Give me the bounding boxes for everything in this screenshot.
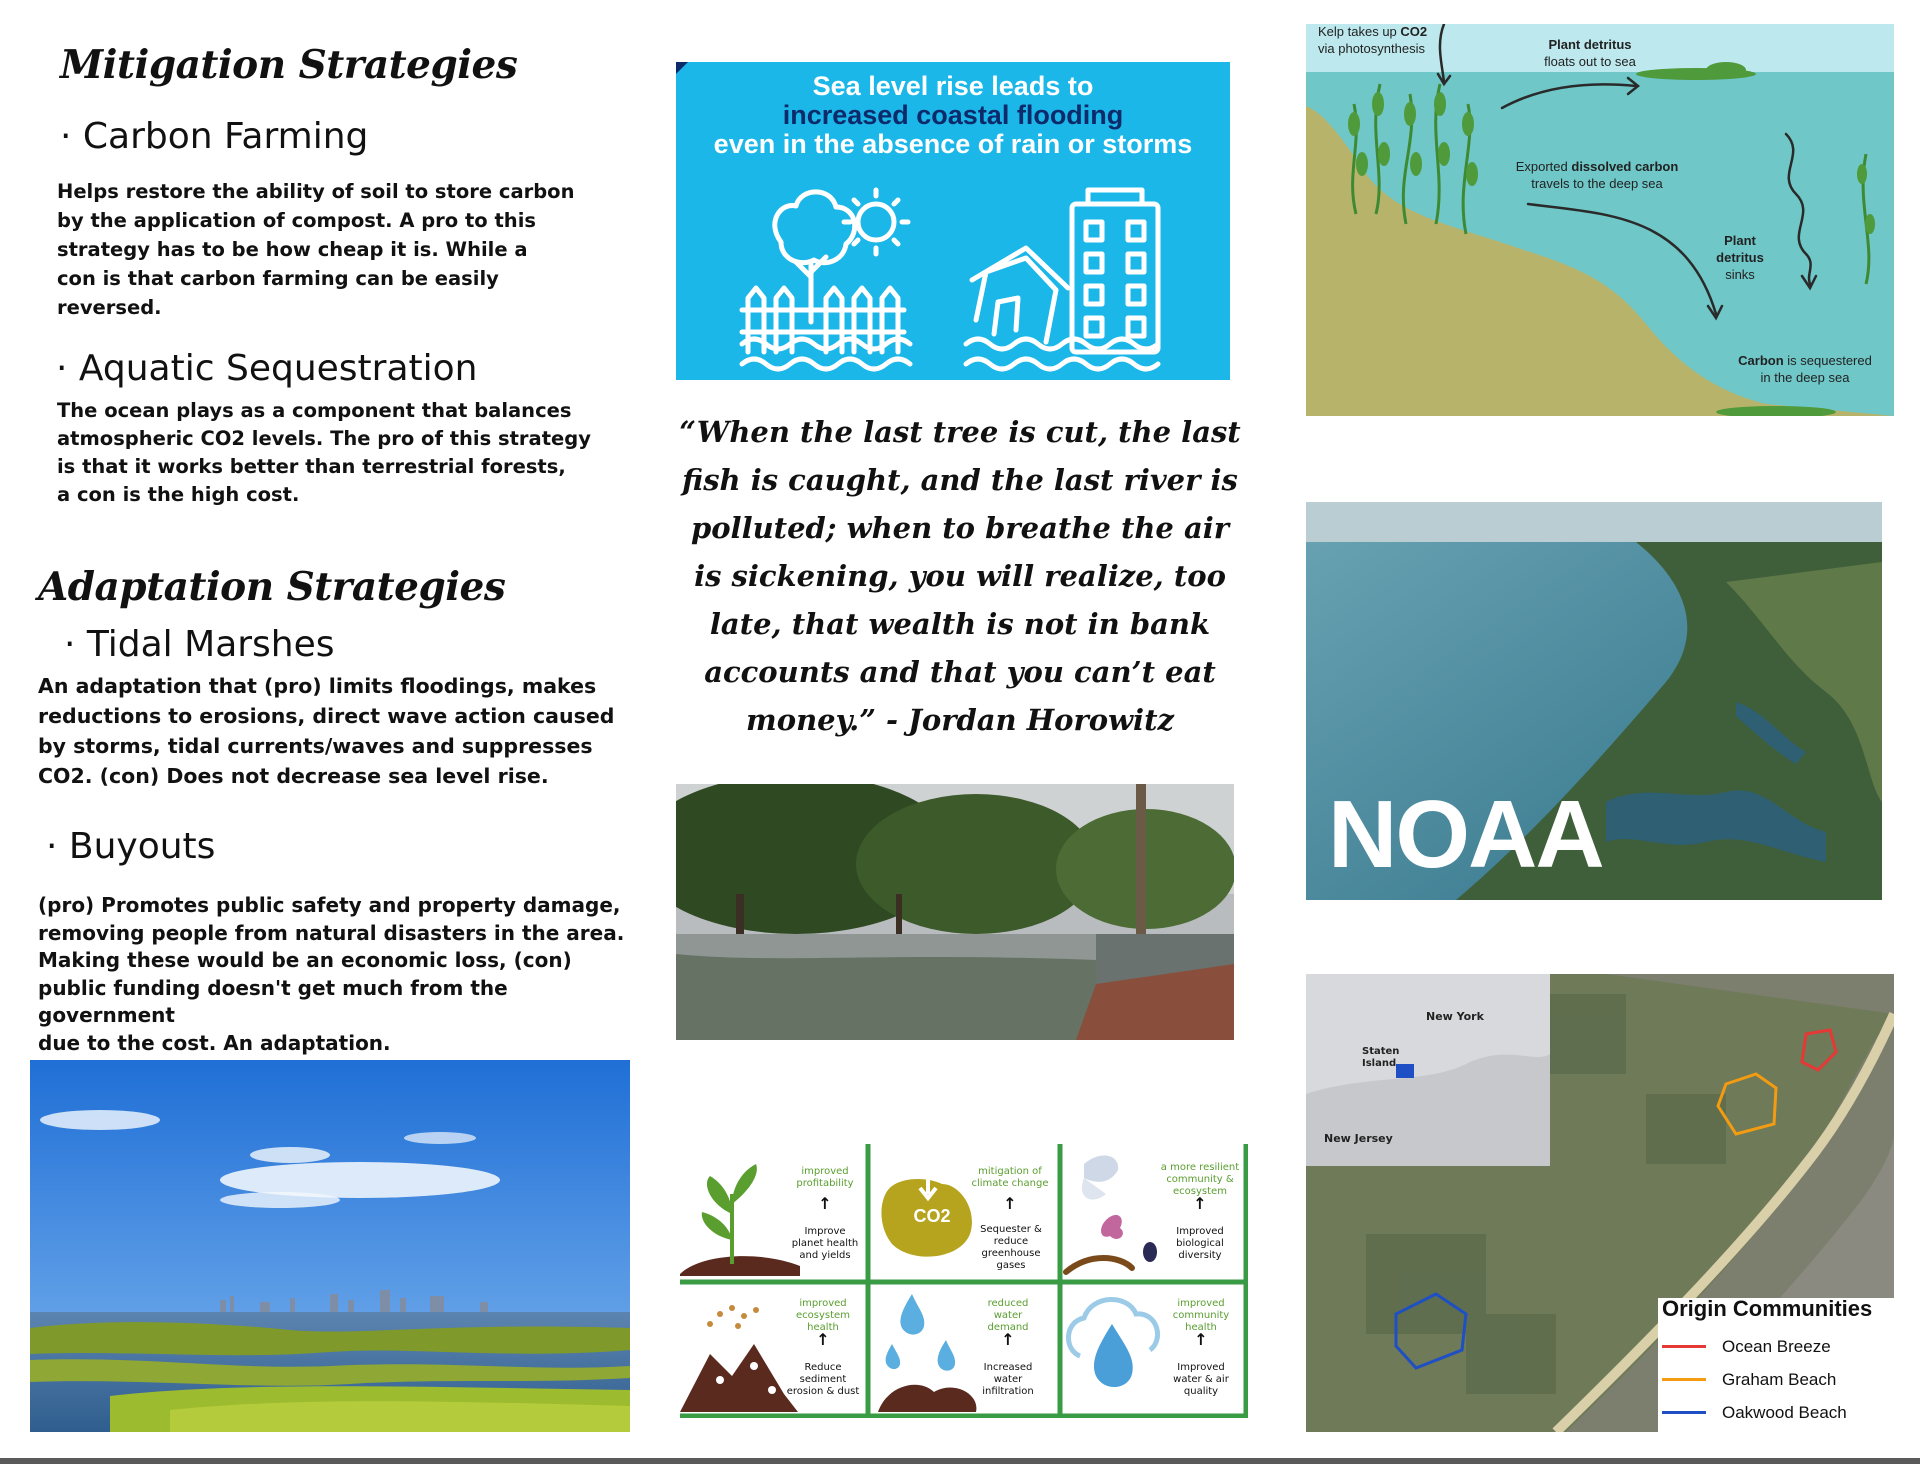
legend-label: Ocean Breeze [1722, 1336, 1831, 1356]
text-line: is that it works better than terrestrial forests, [57, 455, 566, 478]
text-line: An adaptation that (pro) limits floodings, makes [38, 674, 597, 698]
via-photosynthesis: via photosynthesis [1318, 41, 1425, 56]
legend-title: Origin Communities [1662, 1296, 1873, 1321]
detritus-float-label [1500, 36, 1680, 70]
banner-line-3: even in the absence of rain or storms [713, 129, 1193, 159]
text-line: atmospheric CO2 levels. The pro of this strategy [57, 427, 591, 450]
text-line: a con is the high cost. [57, 483, 300, 506]
buyouts-heading: · Buyouts [46, 826, 216, 867]
quote-block [670, 408, 1250, 744]
text-line: by the application of compost. A pro to this [57, 209, 536, 232]
staten-island-label [1362, 1046, 1399, 1070]
benefit-top-3: a more resilient community & ecosystem [1160, 1162, 1240, 1197]
banner-line-1: Sea level rise leads to [812, 71, 1094, 101]
sediment-icon [680, 1305, 798, 1412]
legend-item-ocean-breeze [1662, 1330, 1892, 1363]
marsh-photo [30, 1060, 630, 1432]
text-line: removing people from natural disasters in the area. [38, 920, 625, 945]
detritus-title: Plant detritus [1548, 37, 1632, 52]
detritus-sub: floats out to sea [1544, 54, 1636, 69]
co2-label: CO2 [1400, 24, 1428, 39]
text-line: by storms, tidal currents/waves and suppresses [38, 734, 593, 758]
text-line: Helps restore the ability of soil to store carbon [57, 180, 575, 203]
carbon-farming-text [57, 177, 574, 322]
adaptation-section [0, 560, 640, 1055]
kelp-diagram [1306, 24, 1894, 416]
benefit-arrow-6: ↑ [1194, 1330, 1208, 1349]
carbon-c: in the deep sea [1760, 370, 1850, 385]
flooded-street-image [676, 784, 1234, 1040]
legend-swatch [1662, 1411, 1706, 1414]
marsh-photo-image [30, 1060, 630, 1432]
text-line: reductions to erosions, direct wave action caused [38, 704, 615, 728]
benefit-arrow-1: ↑ [818, 1194, 832, 1213]
quote-line: late, that wealth is not in bank [709, 607, 1211, 641]
benefits-grid [680, 1144, 1248, 1418]
text-line: Making these would be an economic loss, (con) [38, 948, 572, 972]
flooding-icons [676, 62, 1230, 380]
quote-line: money.” - Jordan Horowitz [746, 703, 1174, 737]
carbon-a: Carbon [1738, 353, 1784, 368]
benefit-arrow-2: ↑ [1003, 1194, 1017, 1213]
text-line: reversed. [57, 296, 162, 319]
origin-communities-map [1306, 974, 1894, 1432]
exported-c: travels to the deep sea [1531, 176, 1663, 191]
benefit-top-6: improved community health [1172, 1298, 1230, 1333]
sinks-c: sinks [1725, 267, 1755, 282]
quote-line: polluted; when to breathe the air [690, 511, 1230, 545]
exported-a: Exported [1515, 159, 1568, 174]
text-line: (pro) Promotes public safety and property damage, [38, 893, 621, 917]
flooded-street-photo [676, 784, 1234, 1040]
legend-swatch [1662, 1345, 1706, 1348]
text-line: due to the cost. An adaptation. [38, 1030, 391, 1055]
benefit-bottom-5: Increased water infiltration [982, 1362, 1034, 1397]
quote-line: “When the last tree is cut, the last [679, 415, 1241, 449]
text-line: strategy has to be how cheap it is. While a [57, 238, 528, 261]
legend-item-oakwood-beach [1662, 1396, 1892, 1429]
benefit-bottom-1: Improve planet health and yields [791, 1226, 859, 1261]
benefit-arrow-5: ↑ [1001, 1330, 1015, 1349]
benefit-arrow-3: ↑ [1193, 1194, 1207, 1213]
adaptation-title: Adaptation Strategies [38, 564, 506, 610]
island-label: Island [1362, 1058, 1397, 1069]
legend-label: Graham Beach [1722, 1369, 1837, 1389]
wildlife-icon [1066, 1155, 1157, 1272]
exported-carbon-label [1482, 158, 1712, 192]
sinks-a: Plant [1724, 233, 1756, 248]
cloud-drop-icon [1068, 1299, 1157, 1387]
benefit-top-5: reduced water demand [987, 1298, 1029, 1333]
legend-label: Oakwood Beach [1722, 1402, 1847, 1422]
benefit-bottom-2: Sequester & reduce greenhouse gases [980, 1224, 1042, 1271]
aquatic-text [57, 397, 591, 509]
benefit-bottom-3: Improved biological diversity [1176, 1226, 1224, 1261]
text-line: con is that carbon farming can be easily [57, 267, 499, 290]
carbon-sequestered-label [1710, 352, 1894, 386]
sinks-b: detritus [1716, 250, 1764, 265]
buyouts-text [38, 892, 640, 1057]
noaa-aerial-photo [1306, 502, 1882, 900]
legend-swatch [1662, 1378, 1706, 1381]
benefit-top-2: mitigation of climate change [971, 1166, 1049, 1189]
benefit-bottom-4: Reduce sediment erosion & dust [786, 1362, 860, 1397]
new-york-label: New York [1426, 1010, 1484, 1023]
carbon-farming-heading: · Carbon Farming [60, 116, 369, 157]
water-drop-icon [878, 1294, 976, 1412]
new-jersey-label: New Jersey [1324, 1132, 1393, 1145]
text-line: public funding doesn't get much from the government [38, 975, 508, 1027]
quote-line: fish is caught, and the last river is [682, 463, 1238, 497]
benefit-top-1: improved profitability [796, 1166, 854, 1189]
bottom-border [0, 1458, 1920, 1464]
legend-item-graham-beach [1662, 1363, 1892, 1396]
sea-level-banner [676, 62, 1230, 380]
quote-line: is sickening, you will realize, too [694, 559, 1226, 593]
benefit-arrow-4: ↑ [816, 1330, 830, 1349]
benefit-top-4: improved ecosystem health [796, 1298, 850, 1333]
text-line: CO2. (con) Does not decrease sea level rise. [38, 764, 549, 788]
benefit-bottom-6: Improved water & air quality [1173, 1362, 1229, 1397]
banner-line-2: increased coastal flooding [782, 100, 1124, 130]
plant-icon [680, 1164, 800, 1276]
text-line: The ocean plays as a component that balances [57, 399, 572, 422]
tidal-heading: · Tidal Marshes [64, 624, 335, 665]
kelp-label [1318, 24, 1427, 57]
exported-b: dissolved carbon [1571, 159, 1679, 174]
noaa-label: NOAA [1328, 781, 1603, 888]
carbon-b: is sequestered [1787, 353, 1872, 368]
co2-badge: CO2 [913, 1206, 951, 1226]
detritus-sinks-label [1700, 232, 1780, 283]
kelp-takes-up: Kelp takes up [1318, 24, 1397, 39]
map-legend [1662, 1296, 1892, 1429]
mitigation-section [0, 0, 640, 520]
tidal-text [38, 671, 614, 791]
quote-line: accounts and that you can’t eat [704, 655, 1216, 689]
aquatic-heading: · Aquatic Sequestration [56, 348, 478, 389]
mitigation-title: Mitigation Strategies [60, 42, 518, 88]
staten-label: Staten [1362, 1046, 1400, 1057]
